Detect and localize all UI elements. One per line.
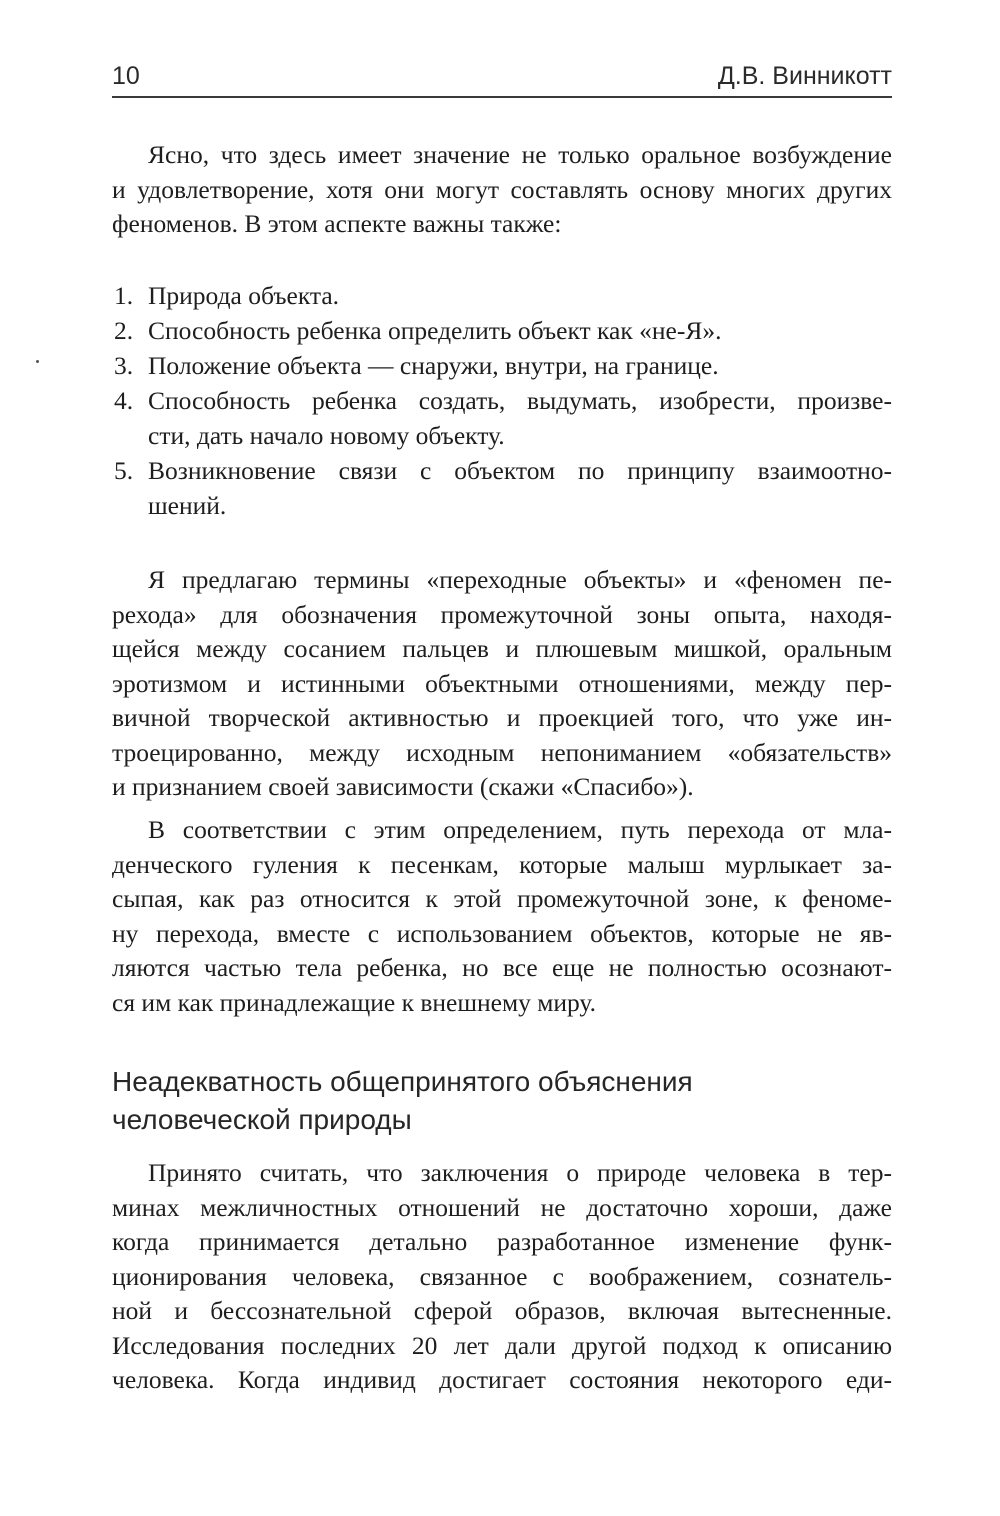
text-line: Ясно, что здесь имеет значение не только оральное возбуждение	[148, 140, 892, 169]
text-line: и признанием своей зависимости (скажи «Спасибо»).	[112, 772, 694, 801]
text-line: эротизмом и истинными объектными отношениями, между пер-	[112, 668, 892, 698]
text-line: человека. Когда индивид достигает состояния некоторого еди-	[112, 1365, 892, 1394]
text-line: троецированно, между исходным непониманием «обязательств»	[112, 737, 892, 767]
header-rule	[112, 96, 892, 98]
list-number: 3.	[114, 351, 134, 380]
section-heading	[112, 1063, 892, 1139]
text-line: феноменов. В этом аспекте важны также:	[112, 209, 562, 238]
text-line: В соответствии с этим определением, путь перехода от мла-	[148, 815, 892, 844]
page-number: 10	[112, 62, 140, 90]
text-line: ся им как принадлежащие к внешнему миру.	[112, 987, 597, 1017]
paragraph-1	[112, 138, 892, 242]
running-author: Д.В. Винникотт	[717, 62, 892, 90]
paragraph-2	[112, 563, 892, 805]
list-number: 1.	[114, 281, 134, 310]
list-item-3	[112, 349, 892, 384]
list-item-4	[112, 384, 892, 453]
text-line: денческого гуления к песенкам, которые малыш мурлыкает за-	[112, 849, 892, 879]
list-text: сти, дать начало новому объекту.	[148, 420, 505, 450]
running-header	[112, 58, 892, 94]
text-line: щейся между сосанием пальцев и плюшевым мишкой, оральным	[112, 634, 892, 663]
list-text: Способность ребенка создать, выдумать, изобрести, произве-	[148, 386, 892, 415]
text-line: ну перехода, вместе с использованием объектов, которые не яв-	[112, 918, 892, 948]
heading-line: человеческой природы	[112, 1104, 412, 1135]
list-text: Способность ребенка определить объект как «не-Я».	[148, 316, 722, 345]
paragraph-4	[112, 1156, 892, 1398]
list-text: шений.	[148, 490, 227, 520]
list-text: Природа объекта.	[148, 281, 340, 310]
list-text: Положение объекта — снаружи, внутри, на границе.	[148, 351, 719, 380]
text-line: ционирования человека, связанное с воображением, сознатель-	[112, 1261, 892, 1291]
list-item-2	[112, 314, 892, 349]
list-number: 4.	[114, 386, 134, 415]
text-line: ляются частью тела ребенка, но все еще не полностью осознают-	[112, 953, 892, 982]
text-line: Принято считать, что заключения о природе человека в тер-	[148, 1158, 892, 1187]
list-text: Возникновение связи с объектом по принципу взаимоотно-	[148, 456, 892, 485]
text-line: Я предлагаю термины «переходные объекты» и «феномен пе-	[148, 565, 892, 594]
list-number: 2.	[114, 316, 134, 345]
text-line: минах межличностных отношений не достаточно хороши, даже	[112, 1192, 892, 1222]
list-item-1	[112, 279, 892, 314]
text-line: вичной творческой активностью и проекцией того, что уже ин-	[112, 703, 892, 732]
text-line: когда принимается детально разработанное изменение функ-	[112, 1227, 892, 1256]
heading-line: Неадекватность общепринятого объяснения	[112, 1066, 693, 1097]
list-number: 5.	[114, 456, 134, 485]
text-line: ной и бессознательной сферой образов, включая вытесненные.	[112, 1296, 892, 1325]
scan-speck	[36, 360, 39, 363]
text-line: и удовлетворение, хотя они могут составлять основу многих других	[112, 174, 892, 204]
text-line: рехода» для обозначения промежуточной зоны опыта, находя-	[112, 599, 892, 629]
text-line: Исследования последних 20 лет дали другой подход к описанию	[112, 1330, 892, 1360]
paragraph-3	[112, 813, 892, 1020]
list-item-5	[112, 454, 892, 523]
text-line: сыпая, как раз относится к этой промежуточной зоне, к феноме-	[112, 884, 892, 913]
